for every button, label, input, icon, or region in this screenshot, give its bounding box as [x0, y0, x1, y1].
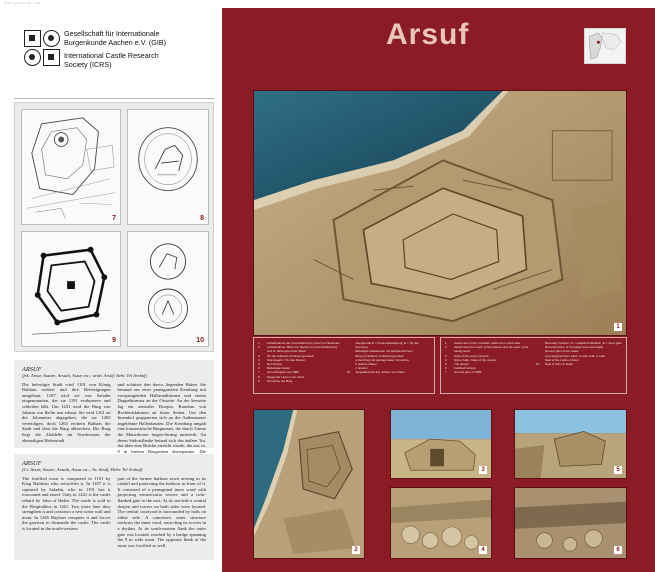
org-german-line: Gesellschaft für Internationale — [64, 29, 160, 38]
legend-number: 2 — [258, 345, 260, 350]
legend-entry — [258, 345, 342, 353]
legend-text: Befestigter Hafen — [267, 366, 291, 371]
org-german-line: Burgenkunde Aachen e.V. (GIB) — [64, 37, 167, 47]
legend-text: Seal of the Lords of Arsuf — [545, 357, 579, 362]
donjon-photo-icon — [514, 409, 627, 479]
legend-number: 1 — [258, 341, 260, 345]
caption-legend-de — [253, 337, 435, 394]
legend-number: 4 — [445, 357, 447, 362]
legend-number: 6 — [445, 366, 447, 371]
legend-text: a Kernburg mit pentagonalem Grundriss — [355, 357, 409, 362]
file-label: Arsuf_poster_01.indd — [4, 1, 41, 5]
english-text-block — [14, 454, 214, 560]
society-logo-icon — [24, 30, 60, 66]
photo-number: 2 — [352, 546, 360, 554]
plan-number: 8 — [200, 215, 204, 222]
german-text-block — [14, 360, 214, 454]
site-plan-icon — [21, 109, 121, 225]
legend-text: Gate of the outer enceinte — [454, 353, 489, 358]
org-english-line: Society (ICRS) — [64, 59, 112, 69]
plans-panel — [14, 102, 214, 352]
legend-entry — [536, 362, 622, 366]
legend-number: 3 — [258, 353, 260, 358]
legend-number: 9 — [258, 378, 260, 383]
plan-number: 10 — [196, 337, 204, 344]
legend-text: b äußere Mauer — [355, 362, 377, 367]
left-column — [0, 8, 222, 572]
divider — [14, 98, 214, 99]
legend-text: Tor der äußeren Umfassungsmauer — [267, 353, 315, 358]
legend-number: 7 — [258, 370, 260, 375]
legend-text: Hauptportal D = Küstenbefestigung; E = Tor der Kernburg — [355, 341, 419, 350]
plan-number: 7 — [112, 215, 116, 222]
legend-number: 10 — [536, 362, 540, 367]
seal-drawing-icon — [127, 109, 209, 225]
gate-ruin-photo-icon — [390, 409, 492, 479]
german-text-col-1: Die befestigte Stadt wird 1101 von König Balduin erobert und ihre Befestigungen ausgebaut. 1187 wird sie von Saladin eingenommen, der sie 1191 evakuieren und schleifen läßt. Um 1241 wird die Burg von Johann von Ibelin neu erbaut. Sie wird 1261 an die Johanniter abgegeben, die sie 1265 verteidigen, doch 1265 erobern Baibars die Stadt und lässt die Burg abbrechen. Die Burg liegt die Zitadelle im Nordwesten der ehemaligen Hafenstadt — [22, 381, 111, 443]
legend-text: Grundriss der Burg — [267, 378, 293, 383]
photo-number: 4 — [479, 546, 487, 554]
legend-number: 10 — [346, 370, 350, 375]
alt-names-de: (frk. Arsur, Assure, Arsuth, Assur etc.; arab. Arsûf; hebr. Tel Arshaf) — [22, 373, 147, 378]
legend-number: 5 — [258, 362, 260, 367]
legend-text: Steinkugeln / Tor des Donjon — [267, 357, 306, 362]
legend-text: Boundary harbour; D = coastal fortification; E = inner gate — [545, 341, 622, 345]
legend-text: Der Donjon — [267, 362, 283, 367]
photo-number: 1 — [614, 323, 622, 331]
legend-entry — [445, 370, 531, 374]
english-text-col-2: part of the former harbour town serving as its citadel and protecting the harbour in front of it. It consisted of a pentagonal inner ward with projecting semicircular towers and a twin-flanked gate to the east. At its sea-side a central donjon and towers on both sides were located. The central courtyard is surrounded by halls on either side. A concentric outer structure encloses the inner ward, encircling its towers in a rhythm. At its south-eastern flank the outer gate was located, reached by a bridge spanning the 9 m wide moat. The opposite flank of the moat was fortified as well. — [117, 475, 206, 548]
legend-number: 7 — [445, 370, 447, 375]
legend-text: Befestigte Stadtmauer mit Rechtecktürmen — [355, 349, 413, 354]
print-slug-strip — [0, 0, 655, 8]
english-text-col-1: The fortified town is conquered in 1101 by King Baldwin who refortifies it. In 1187 it is captured by Saladin, who in 1191 has it evacuated and razed. Only in 1241 is the castle rebuilt by John of Ibelin. The castle is sold to the Hospitallers in 1261. Two years later they strengthen it and construct a new town wall and moat. In 1265 Baybars conquers it and forces the garrison to dismantle the castle. The castle is located in the north-western — [22, 475, 111, 531]
stone-balls-photo-icon — [390, 487, 492, 559]
legend-text: Siegelabdruck des Johann von Ibelin — [355, 370, 405, 375]
org-english-line: International Castle Research — [64, 51, 159, 61]
legend-number: 4 — [258, 357, 260, 362]
page-title: Arsuf — [386, 18, 470, 51]
legend-text: c Graben — [355, 366, 368, 371]
legend-text: Fortified harbour — [454, 366, 477, 371]
castle-plan-icon — [21, 231, 121, 347]
legend-number: 5 — [445, 362, 447, 367]
legend-text: Ground plan of the castle — [545, 349, 579, 354]
legend-text: The donjon — [454, 362, 470, 367]
alt-names-en: (Cr. Arsur, Assure, Arsuth, Assur etc.; Ar. Arsûf; Hebr. Tel Arshaf) — [22, 467, 143, 472]
legend-number: 2 — [445, 345, 447, 350]
legend-text: Ground plan of 1889 — [454, 370, 482, 375]
photo-number: 6 — [614, 546, 622, 554]
german-text-col-2: und schützte den davor liegenden Hafen. Sie bestand aus einer pentagonalen Kernburg mit vorspringenden Halbrundtürmen und einem Doppelturmtor an der Ostseite. An der Seeseite lag ein zentraler Donjon. Rundum von Rechteckkürmen an ihren Seiten. Um den Innenhof gruppierten sich an die Außenmauer angelehnte Hallenbauten. Die Kernburg umgab eine konzentrische Ringmauer, die durch Türme die Mauerkrone bogen-förmig unterteilt. An deren Südostflanke befand sich das äußere Tor, das über eine Brücke erreicht wurde, die aus ca. 9 m breiten Baugruben überspannte. Die — [117, 381, 207, 454]
caption-legend-en — [440, 337, 627, 394]
legend-entry — [347, 370, 431, 374]
right-panel — [222, 8, 655, 572]
legend-number — [347, 341, 353, 349]
legend-text: Luftaufnahme: Blick von Norden zur Kreuzfahrerburg und im Hintergrund der Stadt — [267, 345, 338, 354]
legend-number: 6 — [258, 366, 260, 371]
legend-number: 3 — [445, 353, 447, 358]
legend-entry — [347, 341, 431, 349]
photo-number: 5 — [614, 466, 622, 474]
legend-number: 1 — [445, 341, 447, 345]
legend-entry — [258, 379, 342, 383]
aerial-castle-photo-icon — [253, 90, 627, 336]
seal-drawing-icon — [127, 231, 209, 347]
legend-text: Aerial view from north of the fortress and the town in the background — [454, 345, 529, 354]
site-name-en: ARSUF — [22, 460, 42, 467]
legend-text: Luftaufnahme der Kreuzfahrerburg Arsuf von Südosten — [267, 341, 340, 345]
legend-text: Seal of John of Ibelin — [545, 362, 574, 367]
legend-text: Reconstruction of Crusader town and castle — [545, 345, 604, 350]
organisation-name — [64, 30, 216, 69]
plan-number: 9 — [112, 337, 116, 344]
legend-entry — [445, 345, 531, 353]
legend-text: Siegel der Herren von Arsuf — [267, 374, 304, 379]
legend-text: Stone balls / Gate of the donjon — [454, 357, 497, 362]
legend-text: Grundrissplan von 1889 — [267, 370, 299, 375]
legend-text: Burg mit äußerer Umfassungsmauer — [355, 353, 405, 358]
legend-number: 8 — [258, 374, 260, 379]
harbour-photo-icon — [514, 487, 627, 559]
photo-number: 3 — [479, 466, 487, 474]
site-name-de: ARSUF — [22, 366, 42, 373]
israel-locator-map-icon — [584, 28, 626, 64]
legend-text: Aerial view of the Crusader castle from south-east — [454, 341, 521, 345]
legend-text: a pentagonal inner ward; b outer wall; c moat — [545, 353, 605, 358]
aerial-town-photo-icon — [253, 409, 365, 559]
